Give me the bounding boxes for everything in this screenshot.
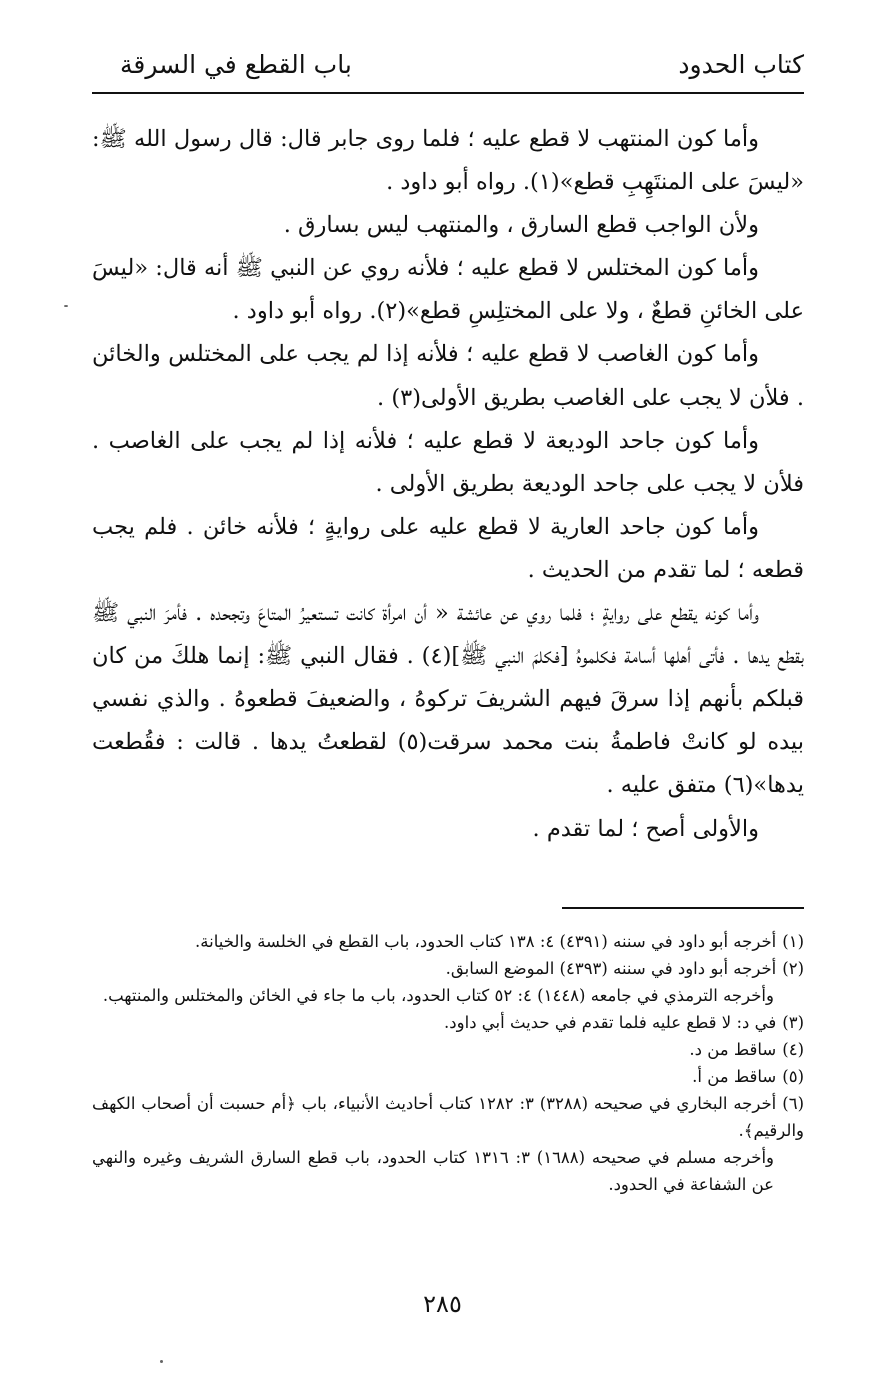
footnote [92,928,804,955]
footnote-text: ساقط من د. [689,1040,777,1059]
footnote-text: ساقط من أ. [692,1067,777,1086]
paragraph: وأما كون الغاصب لا قطع عليه ؛ فلأنه إذا لم يجب على المختلس والخائن . فلأن لا يجب على الغاصب بطريق الأولى(٣) . [92,341,804,411]
footnote-text: أخرجه البخاري في صحيحه (٣٢٨٨) ٣: ١٢٨٢ كتاب أحاديث الأنبياء، باب ﴿أم حسبت أن أصحاب الكهف والرقيم﴾. [92,1094,804,1140]
footnote-number: (٢) [782,959,804,978]
page-number: ٢٨٥ [423,1290,462,1318]
footnote-number: (٦) [782,1094,805,1113]
footnote-number: (٥) [782,1067,804,1086]
footnote [92,1009,804,1036]
footnote-number: (٤) [782,1040,804,1059]
paragraph: وأما كونه يقطع على روايةٍ ؛ فلما روي عن عائشة « أن امرأة كانت تستعيرُ المتاعَ وتجحده . فأمرَ النبي ﷺ بقطع يدها . فأتى أهلها أسامة فكلموهُ [فكلمَ النبي ﷺ](٤) . فقال النبي ﷺ: إنما هلكَ من كان قبلكم بأنهم إذا سرقَ فيهم الشريفَ تركوهُ ، والضعيفَ قطعوهُ . والذي نفسي بيده لو كانتْ فاطمةُ بنت محمد سرقت(٥) لقطعتُ يدها . قالت : فقُطعت يدها»(٦) متفق عليه . [92,600,804,799]
paragraph: والأولى أصح ؛ لما تقدم . [532,815,759,842]
paragraph: وأما كون المختلس لا قطع عليه ؛ فلأنه روي عن النبي ﷺ أنه قال: «ليسَ على الخائنِ قطعٌ ، ولا على المختلِسِ قطع»(٢). رواه أبو داود . [92,255,804,325]
footnote-text: في د: لا قطع عليه فلما تقدم في حديث أبي داود. [444,1013,777,1032]
footnote [92,955,804,982]
footnote-continuation [92,982,804,1009]
chapter-title: باب القطع في السرقة [120,50,352,79]
scan-speck [64,305,68,307]
footnote-text: وأخرجه مسلم في صحيحه (١٦٨٨) ٣: ١٣١٦ كتاب الحدود، باب قطع السارق الشريف وغيره والنهي عن الشفاعة في الحدود. [92,1148,774,1194]
footnote-text: أخرجه أبو داود في سننه (٤٣٩٣) الموضع السابق. [445,959,777,978]
footnote [92,1090,804,1144]
footnote-text: أخرجه أبو داود في سننه (٤٣٩١) ٤: ١٣٨ كتاب الحدود، باب القطع في الخلسة والخيانة. [195,932,777,951]
paragraph: وأما كون جاحد العارية لا قطع عليه على روايةٍ ؛ فلأنه خائن . فلم يجب قطعه ؛ لما تقدم من الحديث . [92,513,804,583]
running-header [92,44,804,86]
footnotes [92,928,804,1198]
footnote-separator [562,907,804,909]
main-text [92,118,804,851]
footnote-text: وأخرجه الترمذي في جامعه (١٤٤٨) ٤: ٥٢ كتاب الحدود، باب ما جاء في الخائن والمختلس والمنتهب. [102,986,774,1005]
footnote [92,1063,804,1090]
book-title: كتاب الحدود [678,50,804,79]
paragraph: وأما كون المنتهب لا قطع عليه ؛ فلما روى جابر قال: قال رسول الله ﷺ: «ليسَ على المنتَهِبِ قطع»(١). رواه أبو داود . [92,126,804,196]
header-rule [92,92,804,94]
scan-speck [160,1360,163,1363]
footnote [92,1036,804,1063]
footnote-number: (١) [782,932,804,951]
footnote-number: (٣) [782,1013,804,1032]
paragraph: ولأن الواجب قطع السارق ، والمنتهب ليس بسارق . [283,212,759,239]
footnote-continuation [92,1144,804,1198]
paragraph: وأما كون جاحد الوديعة لا قطع عليه ؛ فلأنه إذا لم يجب على الغاصب . فلأن لا يجب على جاحد الوديعة بطريق الأولى . [92,427,804,497]
